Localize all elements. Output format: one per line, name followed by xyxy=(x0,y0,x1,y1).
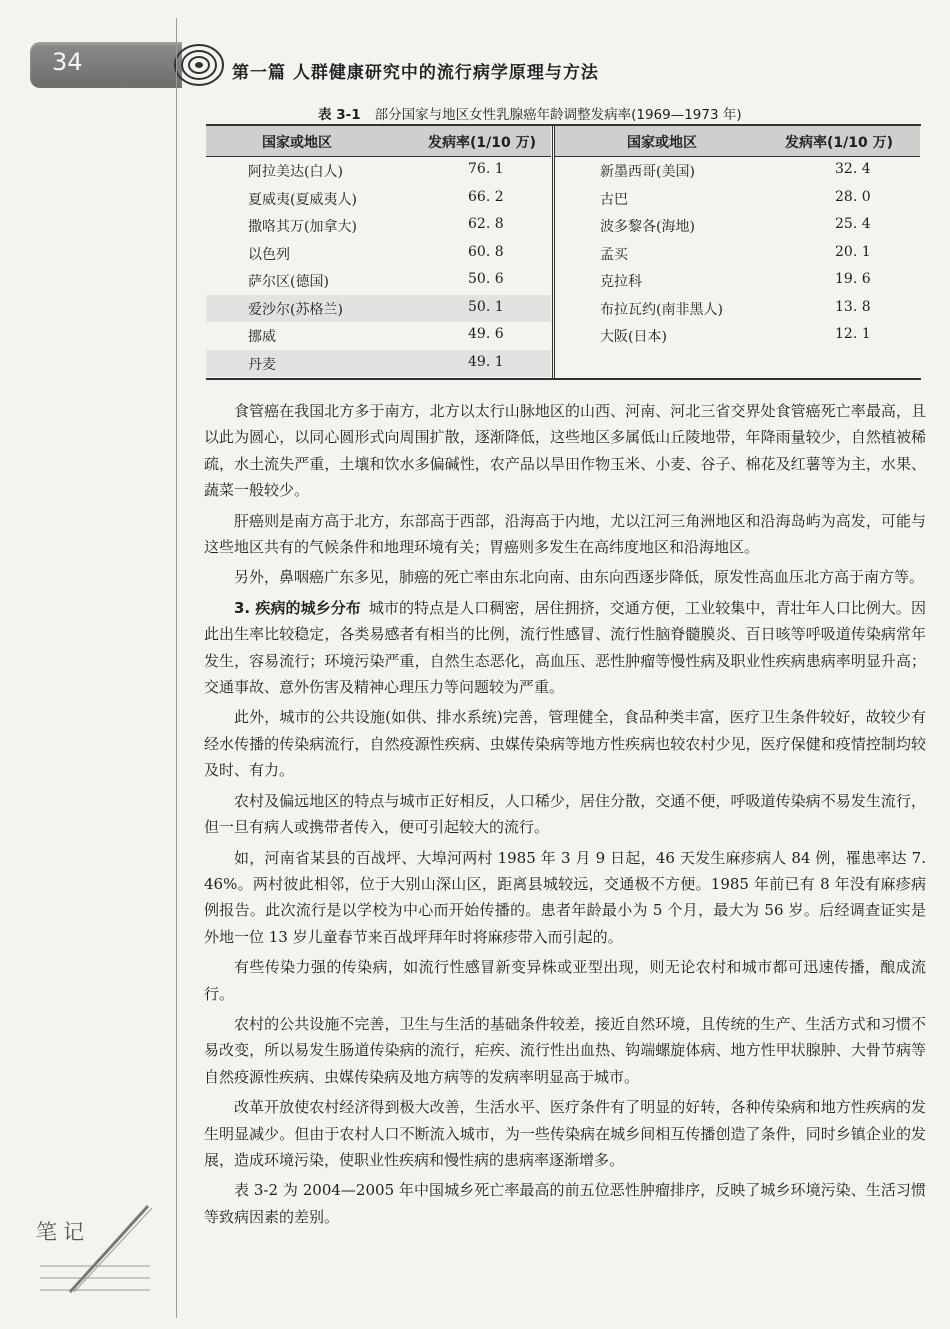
paragraph xyxy=(204,595,926,701)
paragraph: 如，河南省某县的百战坪、大埠河两村 1985 年 3 月 9 日起，46 天发生麻疹病人 84 例，罹患率达 7. 46%。两村彼此相邻，位于大别山深山区，距离县城较远，交通极不方便。1985 年前已有 8 年没有麻疹病例报告。此次流行是以学校为中心而开始传播的。患者年龄最小为 5 个月，最大为 56 岁。后经调查证实是外地一位 13 岁儿童春节来百战坪拜年时将麻疹带入而引起的。 xyxy=(204,848,926,946)
rate-cell: 76. 1 xyxy=(468,161,504,177)
rate-cell: 50. 1 xyxy=(468,298,504,315)
table-row xyxy=(555,295,920,323)
region-cell: 阿拉美达(白人) xyxy=(248,164,343,180)
region-cell: 撒咯其万(加拿大) xyxy=(248,219,357,235)
paragraph-text: 城市的特点是人口稠密，居住拥挤，交通方便，工业较集中，青壮年人口比例大。因此出生率比较稳定，各类易感者有相当的比例，流行性感冒、流行性脑脊髓膜炎、百日咳等呼吸道传染病常年发生，容易流行；环境污染严重，自然生态恶化，高血压、恶性肿瘤等慢性病及职业性疾病患病率明显升高；交通事故、意外伤害及精神心理压力等问题较为严重。 xyxy=(204,598,926,697)
rate-cell: 19. 6 xyxy=(835,271,871,287)
paragraph: 另外，鼻咽癌广东多见，肺癌的死亡率由东北向南、由东向西逐步降低，原发性高血压北方高于南方等。 xyxy=(234,568,925,587)
region-cell: 夏威夷(夏威夷人) xyxy=(248,191,357,208)
table-row xyxy=(555,185,920,213)
body-text xyxy=(204,398,926,1234)
header-rate: 发病率(1/10 万) xyxy=(785,135,894,151)
table-left-half xyxy=(206,126,551,378)
header-region: 国家或地区 xyxy=(627,135,697,151)
header-rate: 发病率(1/10 万) xyxy=(428,135,537,151)
table-row xyxy=(555,267,920,295)
table-row xyxy=(206,212,551,240)
paragraph: 食管癌在我国北方多于南方，北方以太行山脉地区的山西、河南、河北三省交界处食管癌死亡率最高，且以此为圆心，以同心圆形式向周围扩散，逐渐降低，这些地区多属低山丘陵地带，年降雨量较少，自然植被稀疏，水土流失严重，土壤和饮水多偏碱性，农产品以旱田作物玉米、小麦、谷子、棉花及红薯等为主，水果、蔬菜一般较少。 xyxy=(204,402,926,500)
region-cell: 丹麦 xyxy=(248,356,276,373)
notes-label: 笔记 xyxy=(36,1220,90,1244)
rate-cell: 13. 8 xyxy=(835,298,871,315)
paragraph: 改革开放使农村经济得到极大改善，生活水平、医疗条件有了明显的好转，各种传染病和地方性疾病的发生明显减少。但由于农村人口不断流入城市，为一些传染病在城乡间相互传播创造了条件，同时乡镇企业的发展，造成环境污染，使职业性疾病和慢性病的患病率逐渐增多。 xyxy=(204,1098,926,1169)
table-caption-text: 部分国家与地区女性乳腺癌年龄调整发病率(1969—1973 年) xyxy=(374,107,742,123)
page-number: 34 xyxy=(52,48,83,76)
region-cell: 新墨西哥(美国) xyxy=(600,164,695,180)
table-row xyxy=(206,185,551,213)
table-caption xyxy=(318,103,742,123)
region-cell: 爱沙尔(苏格兰) xyxy=(248,301,343,318)
region-cell: 布拉瓦约(南非黑人) xyxy=(600,301,723,318)
region-cell: 克拉科 xyxy=(600,274,642,290)
table-header xyxy=(555,126,920,157)
table-row xyxy=(206,350,551,378)
rate-cell: 50. 6 xyxy=(468,271,504,287)
region-cell: 萨尔区(德国) xyxy=(248,274,329,290)
paragraph: 农村的公共设施不完善，卫生与生活的基础条件较差，接近自然环境，且传统的生产、生活方式和习惯不易改变，所以易发生肠道传染病的流行，疟疾、流行性出血热、钩端螺旋体病、地方性甲状腺肿、大骨节病等自然疫源性疾病、虫媒传染病及地方病等的发病率明显高于城市。 xyxy=(204,1014,926,1086)
rate-cell: 66. 2 xyxy=(468,188,504,205)
spiral-logo-icon xyxy=(172,38,226,92)
rate-cell: 12. 1 xyxy=(835,326,871,342)
table-right-half xyxy=(552,126,920,378)
table-row xyxy=(206,157,551,185)
table-row xyxy=(555,212,920,240)
region-cell: 大阪(日本) xyxy=(600,329,667,345)
incidence-table xyxy=(206,124,921,380)
paragraph: 有些传染力强的传染病，如流行性感冒新变异株或亚型出现，则无论农村和城市都可迅速传播，酿成流行。 xyxy=(204,958,926,1003)
rate-cell: 28. 0 xyxy=(835,188,871,205)
rate-cell: 32. 4 xyxy=(835,161,871,177)
region-cell: 波多黎各(海地) xyxy=(600,219,695,235)
region-cell: 古巴 xyxy=(600,191,628,208)
margin-divider xyxy=(176,18,177,1318)
paragraph: 农村及偏远地区的特点与城市正好相反，人口稀少，居住分散，交通不便，呼吸道传染病不易发生流行，但一旦有病人或携带者传入，便可引起较大的流行。 xyxy=(204,791,926,837)
table-row xyxy=(555,240,920,268)
table-caption-label: 表 3-1 xyxy=(318,107,361,123)
table-header xyxy=(206,126,551,157)
table-row xyxy=(206,240,551,268)
table-row xyxy=(206,295,551,323)
rate-cell: 49. 6 xyxy=(468,326,504,342)
section-heading: 3. 疾病的城乡分布 xyxy=(234,598,361,617)
table-row xyxy=(206,322,551,350)
region-cell: 孟买 xyxy=(600,246,628,263)
rate-cell: 25. 4 xyxy=(835,216,871,232)
rate-cell: 60. 8 xyxy=(468,243,504,260)
rate-cell: 20. 1 xyxy=(835,243,871,260)
rate-cell: 49. 1 xyxy=(468,353,504,370)
region-cell: 以色列 xyxy=(248,246,290,263)
table-row xyxy=(555,157,920,185)
region-cell: 挪威 xyxy=(248,329,276,345)
paragraph: 肝癌则是南方高于北方，东部高于西部，沿海高于内地，尤以江河三角洲地区和沿海岛屿为高发，可能与这些地区共有的气候条件和地理环境有关；胃癌则多发生在高纬度地区和沿海地区。 xyxy=(204,511,926,557)
rate-cell: 62. 8 xyxy=(468,216,504,232)
header-region: 国家或地区 xyxy=(262,135,332,151)
paragraph: 此外，城市的公共设施(如供、排水系统)完善，管理健全，食品种类丰富，医疗卫生条件较好，故较少有经水传播的传染病流行，自然疫源性疾病、虫媒传染病等地方性疾病也较农村少见，医疗保健和疫情控制均较及时、有力。 xyxy=(204,708,926,780)
table-row xyxy=(206,267,551,295)
pen-notes-icon xyxy=(30,1196,158,1296)
paragraph: 表 3-2 为 2004—2005 年中国城乡死亡率最高的前五位恶性肿瘤排序，反映了城乡环境污染、生活习惯等致病因素的差别。 xyxy=(204,1181,926,1226)
table-row xyxy=(555,322,920,350)
chapter-title: 第一篇 人群健康研究中的流行病学原理与方法 xyxy=(232,63,599,83)
